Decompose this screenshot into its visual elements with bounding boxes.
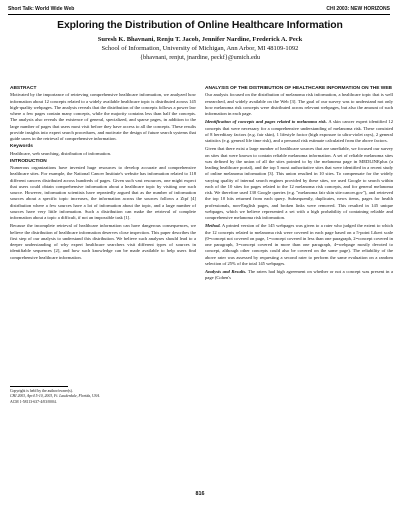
introduction-paragraph-2: Because the incomplete retrieval of healthcare information can have dangerous consequences, we believe the distribution of healthcare information deserves close inspection. This paper describes the first step of our analysis to understand this distribution. We believe such analyses should lead to a deeper understanding of why expert healthcare searchers visit different types of sources in identifiable sequences [2], and how such knowledge can be made available to help users find comprehensive healthcare information. [10,223,196,260]
abstract-heading: ABSTRACT [10,86,37,91]
identification-text: A skin cancer expert identified 12 concepts that were necessary for a comprehensive understanding of melanoma risk. These consisted of 8 hereditary factors (e.g. fair skin), 1 lifestyle factor (high exposure to ultra-violet rays), 2 general statistics (e.g. general life time risk), and a personal risk estimate calculated from the above factors. [205,119,394,143]
identification-paragraph [205,119,393,144]
conference-line: CHI 2003, April 5-10, 2003, Ft. Lauderdale, Florida, USA. [10,394,100,399]
keywords-heading: Keywords [10,144,33,150]
copyright-footnote [10,389,196,405]
abstract-text: Motivated by the importance of retrieving comprehensive healthcare information, we analyzed how information about 12 concepts related to a widely available healthcare topic is distributed across 145 high-quality webpages. The analysis reveals that the distribution of the concepts follows a power law where a few pages contain many concepts, while the majority contains less than half the concepts. The analysis also reveals the existence of general, specialized, and sparse pages, in addition to the large number of pages that users most visit before they have access to all the concepts. These results provide insights into expert search procedures, and motivate the design of future search systems that guide users in the retrieval of comprehensive information. [10,92,196,141]
analysis-section-heading: ANALYSIS OF THE DISTRIBUTION OF HEALTHCARE INFORMATION ON THE WEB [205,86,392,91]
introduction-paragraph-1: Numerous organizations have invested huge resources to develop accurate and comprehensive healthcare sites. For example, the National Cancer Institute's website has information related to 118 different cancers distributed across hundreds of pages. Given such vast resources, one might expect that users could obtain comprehensive information about a healthcare topic by visiting one such source. However, information scientists have repeatedly argued that as the number of information sources about a specific topic increases, the information across the sources follows a Zipf [4] distribution where a few sources have a lot of information about the topic, and a large number of sources have very little information. Such a distribution can make the retrieval of complete information about a topic a difficult, if not an impossible task [1]. [10,165,196,220]
page-number: 816 [195,491,205,497]
acm-line: ACM 1-58113-637-4/03/0004. [10,399,57,404]
footnote-divider [10,386,68,387]
results-paragraph [205,269,393,282]
results-text: The raters had high agreement on whether or not a concept was present in a page (Cohen's [205,269,394,281]
method-text: A printed version of the 145 webpages was given to a rater who judged the extent to which the 12 concepts related to melanoma risk were covered in each page based on a 5-point Likert scale (0=concept not covered on page, 1=concept covered in less than one paragraph, 2=concept covered in one paragraph, 3=concept covered in more than one paragraph, 4=webpage mostly devoted to concept, although other concepts could also be covered on the same page). The reliability of the above rater was assessed by requesting a second rater to perform the same evaluation on a random selection of 25% of the total 145 webpages. [205,223,393,266]
method-paragraph [205,223,393,267]
results-subheading: Analysis and Results. [205,269,247,274]
right-column [205,86,393,282]
method-subheading: Method. [205,223,221,229]
running-header [8,4,390,15]
identification-subheading: Identification of concepts and pages related to melanoma risk. [205,119,327,125]
left-column [10,86,196,261]
affiliation: School of Information, University of Michigan, Ann Arbor, MI 48109-1092 [101,45,299,52]
author-list: Suresh K. Bhavnani, Renju T. Jacob, Jennifer Nardine, Frederick A. Peck [97,36,303,43]
analysis-paragraph-2: Given that there exist a large number of healthcare sources that are unreliable, we focused our survey on sites that were known to contain reliable melanoma information. A set of reliable melanoma sites was defined by the union of all the sites pointed to by the melanoma page in MEDLINEplus (a leading healthcare portal), and the top 5 most authoritative sites that were identified in a recent study of online melanoma information [3]. This union resulted in 10 sites. To compensate for the widely varying quality of internal search engines provided by these sites, we used Google to search within each of the 10 sites for pages related to the 12 melanoma risk concepts, and for general melanoma risk. We therefore used 130 Google queries (e.g. "melanoma fair skin site:cancer.gov"), and retrieved the top 10 hits returned from each query. Subsequently, duplicates, news items, pages for health professionals, non-English pages, and broken links were removed. This resulted in 145 unique webpages, which we believe represented a set with a high probability of containing reliable and comprehensive melanoma risk information. [205,146,393,220]
running-header-right: CHI 2003: NEW HORIZONS [326,6,390,12]
analysis-paragraph-1: Our analysis focused on the distribution of melanoma risk information, a healthcare topic that is well researched, and widely available on the Web [3]. The goal of our survey was to understand not only how melanoma risk concepts were distributed across relevant webpages, but also the amount of such information in each page. [205,92,393,116]
copyright-line: Copyright is held by the author/owner(s). [10,389,73,393]
introduction-heading: INTRODUCTION [10,158,47,164]
running-header-left: Short Talk: World Wide Web [8,6,75,12]
keywords-text: Healthcare, web searching, distribution of information. [10,150,112,156]
paper-title: Exploring the Distribution of Online Healthcare Information [57,20,343,31]
author-emails: {bhavnani, renjut, jnardine, peckf}@umich.edu [139,54,261,61]
